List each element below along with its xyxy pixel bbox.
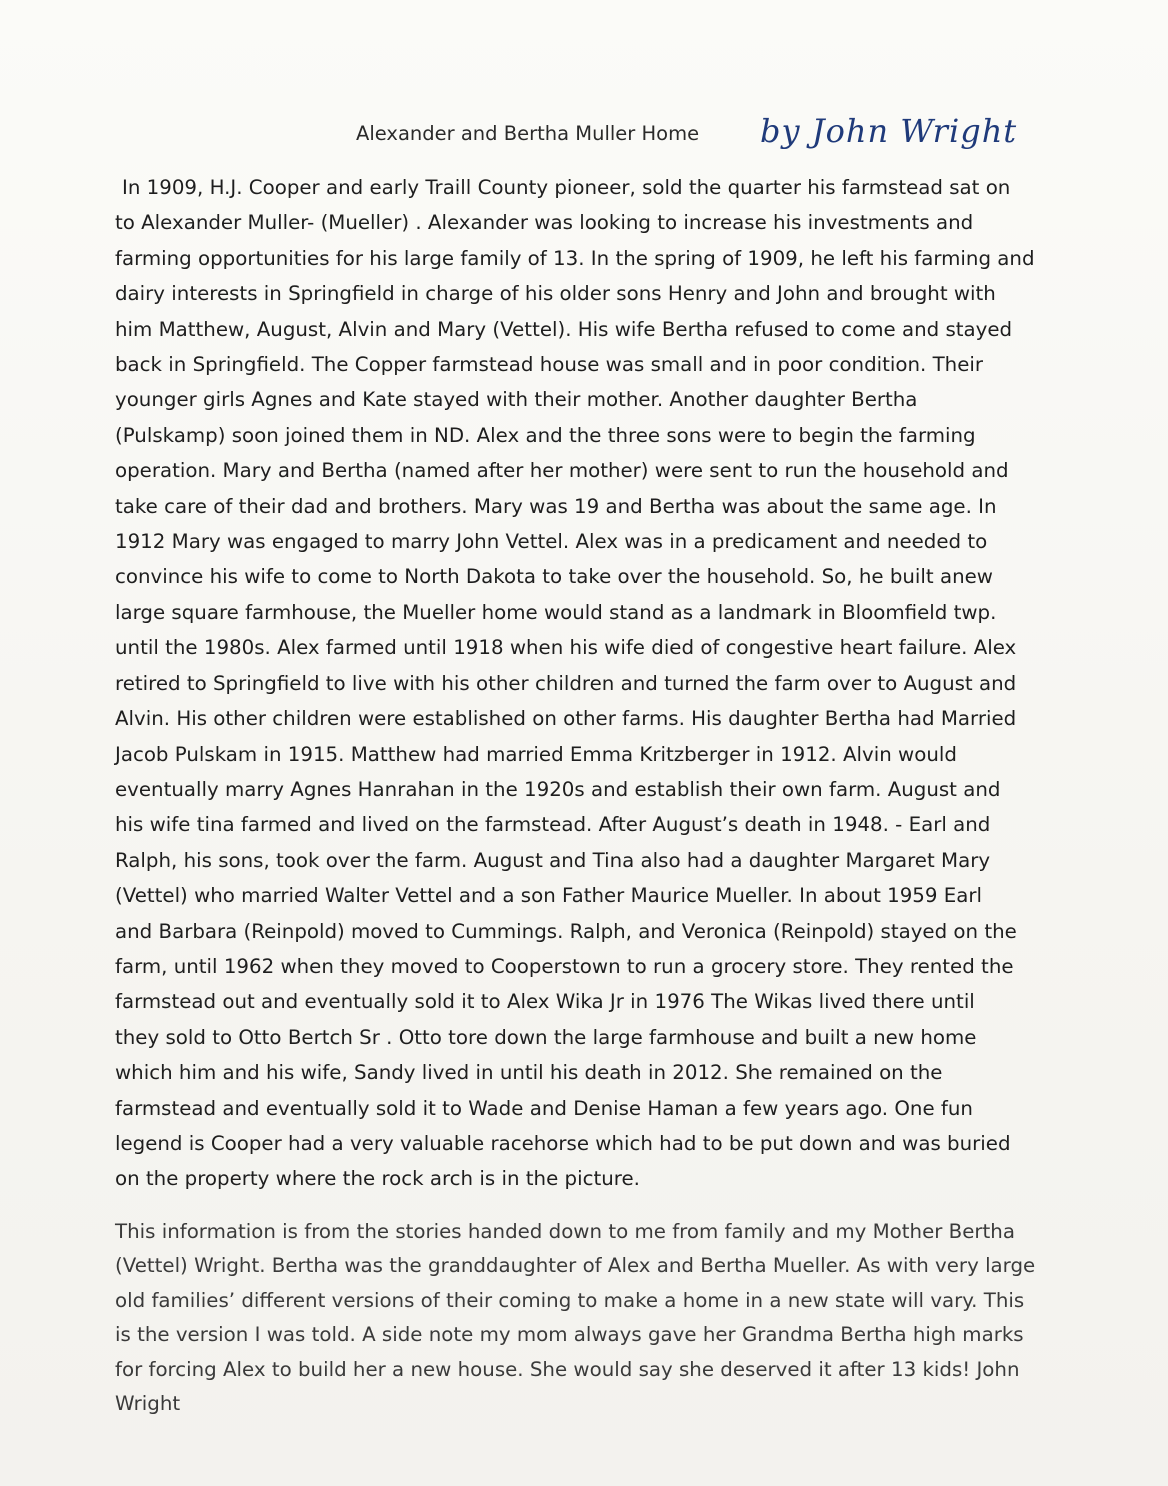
text-line: to Alexander Muller- (Mueller) . Alexander was looking to increase his investments and <box>115 211 974 235</box>
text-line: him Matthew, August, Alvin and Mary (Vettel). His wife Bertha refused to come and stayed <box>115 317 1013 341</box>
text-line: until the 1980s. Alex farmed until 1918 when his wife died of congestive heart failure. Alex <box>115 636 1017 660</box>
text-line: Wright <box>115 1392 181 1416</box>
text-line: operation. Mary and Bertha (named after her mother) were sent to run the household and <box>115 459 1009 483</box>
text-line: Jacob Pulskam in 1915. Matthew had married Emma Kritzberger in 1912. Alvin would <box>115 742 957 766</box>
text-line: (Vettel) Wright. Bertha was the granddaughter of Alex and Bertha Mueller. As with very large <box>115 1254 1036 1278</box>
text-line: and Barbara (Reinpold) moved to Cummings. Ralph, and Veronica (Reinpold) stayed on the <box>115 919 1017 943</box>
text-line: they sold to Otto Bertch Sr . Otto tore down the large farmhouse and built a new home <box>115 1025 977 1049</box>
text-line: farmstead out and eventually sold it to Alex Wika Jr in 1976 The Wikas lived there until <box>115 990 975 1014</box>
document-body <box>115 170 1090 1422</box>
text-line: old families’ different versions of their coming to make a home in a new state will vary. This <box>115 1288 1025 1312</box>
text-line: for forcing Alex to build her a new house. She would say she deserved it after 13 kids! John <box>115 1357 1020 1381</box>
text-line: (Pulskamp) soon joined them in ND. Alex and the three sons were to begin the farming <box>115 423 976 447</box>
text-line: 1912 Mary was engaged to marry John Vettel. Alex was in a predicament and needed to <box>115 530 988 554</box>
text-line: farming opportunities for his large family of 13. In the spring of 1909, he left his farming and <box>115 246 1035 270</box>
document-title: Alexander and Bertha Muller Home <box>356 122 700 145</box>
text-line: In 1909, H.J. Cooper and early Traill County pioneer, sold the quarter his farmstead sat on <box>122 176 1011 199</box>
text-line: dairy interests in Springfield in charge of his older sons Henry and John and brought with <box>115 282 996 306</box>
text-line: which him and his wife, Sandy lived in until his death in 2012. She remained on the <box>115 1061 943 1085</box>
text-line: (Vettel) who married Walter Vettel and a son Father Maurice Mueller. In about 1959 Earl <box>115 884 983 908</box>
text-line: take care of their dad and brothers. Mary was 19 and Bertha was about the same age. In <box>115 494 997 518</box>
text-line: This information is from the stories handed down to me from family and my Mother Bertha <box>115 1219 1015 1243</box>
text-line: large square farmhouse, the Mueller home would stand as a landmark in Bloomfield twp. <box>115 600 997 624</box>
text-line: farm, until 1962 when they moved to Cooperstown to run a grocery store. They rented the <box>115 954 1014 978</box>
paragraph-source-note <box>115 1215 1090 1422</box>
document-header <box>356 112 1076 162</box>
text-line: is the version I was told. A side note my mom always gave her Grandma Bertha high marks <box>115 1323 1024 1347</box>
paragraph-history <box>115 170 1090 1197</box>
text-line: back in Springfield. The Copper farmstead house was small and in poor condition. Their <box>115 353 984 377</box>
text-line: Ralph, his sons, took over the farm. August and Tina also had a daughter Margaret Mary <box>115 848 991 872</box>
text-line: retired to Springfield to live with his other children and turned the farm over to August and <box>115 671 1017 695</box>
text-line: Alvin. His other children were established on other farms. His daughter Bertha had Married <box>115 707 1017 731</box>
text-line: his wife tina farmed and lived on the farmstead. After August’s death in 1948. - Earl and <box>115 813 991 837</box>
text-line: younger girls Agnes and Kate stayed with their mother. Another daughter Bertha <box>115 388 918 412</box>
text-line: convince his wife to come to North Dakota to take over the household. So, he built anew <box>115 565 993 589</box>
handwritten-byline: by John Wright <box>760 112 1018 150</box>
text-line: eventually marry Agnes Hanrahan in the 1920s and establish their own farm. August and <box>115 777 1001 801</box>
text-line: farmstead and eventually sold it to Wade and Denise Haman a few years ago. One fun <box>115 1096 973 1120</box>
text-line: on the property where the rock arch is in the picture. <box>115 1167 640 1191</box>
text-line: legend is Cooper had a very valuable racehorse which had to be put down and was buried <box>115 1131 1011 1155</box>
